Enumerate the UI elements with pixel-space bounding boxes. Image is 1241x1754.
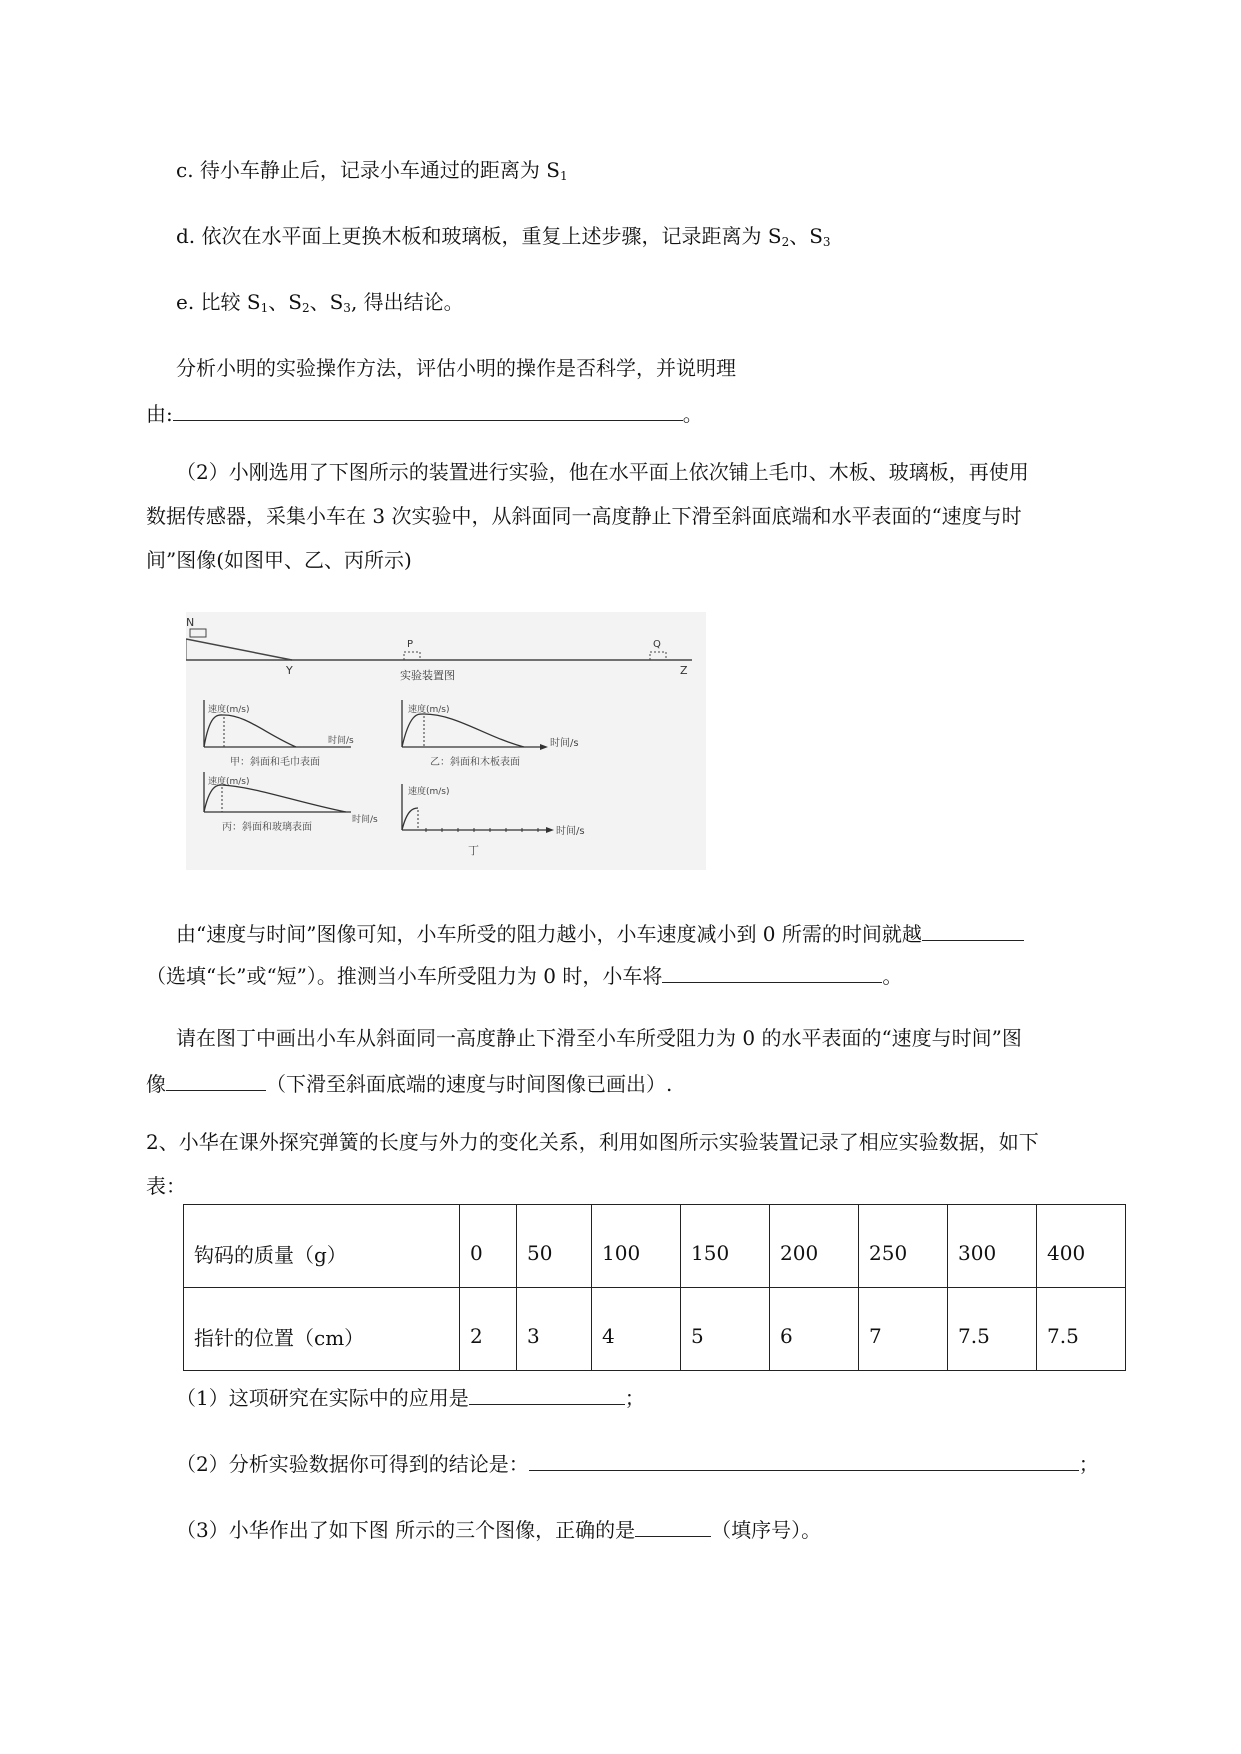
label-q: Q xyxy=(653,639,661,650)
analysis-prefix: 由: xyxy=(146,402,173,426)
subquestion-2-suffix: ； xyxy=(1078,1452,1099,1476)
graph-d-xlabel: 时间/s xyxy=(556,826,585,837)
graph-c-ylabel: 速度(m/s) xyxy=(208,777,250,787)
drawing-line-1: 请在图丁中画出小车从斜面同一高度静止下滑至小车所受阻力为 0 的水平表面的“速度与时间”图 xyxy=(176,1026,1022,1050)
part2-line-2: 数据传感器，采集小车在 3 次实验中，从斜面同一高度静止下滑至斜面底端和水平表面的“速度与时 xyxy=(146,504,1022,528)
conclusion-text-1: 由“速度与时间”图像可知，小车所受的阻力越小，小车速度减小到 0 所需的时间就越 xyxy=(176,922,922,946)
table-row xyxy=(184,1288,1126,1371)
answer-blank-conclusion[interactable] xyxy=(529,1448,1079,1471)
spring-data-table xyxy=(183,1204,1126,1371)
answer-blank-reason[interactable] xyxy=(173,398,683,421)
table-cell: 400 xyxy=(1037,1205,1126,1288)
graph-b-ylabel: 速度(m/s) xyxy=(408,705,450,715)
label-p: P xyxy=(407,639,414,650)
graph-c-caption: 丙：斜面和玻璃表面 xyxy=(222,822,312,833)
graph-a-ylabel: 速度(m/s) xyxy=(208,705,250,715)
step-d-mid: 、S xyxy=(789,224,823,248)
step-c-sub: 1 xyxy=(559,169,568,183)
answer-blank-graph[interactable] xyxy=(166,1068,266,1091)
subquestion-3-suffix: （填序号）。 xyxy=(711,1518,822,1542)
experiment-figure xyxy=(186,612,706,870)
label-y: Y xyxy=(286,664,293,677)
step-e xyxy=(176,288,464,322)
table-cell: 100 xyxy=(592,1205,681,1288)
drawing-prefix: 像 xyxy=(146,1072,166,1096)
step-c xyxy=(176,156,568,190)
table-cell: 300 xyxy=(948,1205,1037,1288)
graph-a-xlabel: 时间/s xyxy=(328,736,354,746)
subquestion-2 xyxy=(176,1448,1099,1478)
step-e-sub-2: 2 xyxy=(301,301,310,315)
step-e-mid-2: 、S xyxy=(309,290,344,314)
drawing-line-2 xyxy=(146,1068,672,1098)
analysis-suffix: 。 xyxy=(682,402,703,426)
step-c-text: c. 待小车静止后，记录小车通过的距离为 S xyxy=(176,158,560,182)
graph-d-caption: 丁 xyxy=(468,844,479,857)
answer-blank-time[interactable] xyxy=(922,918,1024,941)
step-d-sub-2: 3 xyxy=(822,235,831,249)
conclusion-line-2 xyxy=(146,960,902,990)
step-d-text: d. 依次在水平面上更换木板和玻璃板，重复上述步骤，记录距离为 S xyxy=(176,224,782,248)
apparatus-caption: 实验装置图 xyxy=(400,669,455,682)
step-d-sub-1: 2 xyxy=(781,235,790,249)
label-z: Z xyxy=(680,664,688,677)
table-cell: 3 xyxy=(517,1288,592,1371)
step-e-post: , 得出结论。 xyxy=(350,290,464,314)
table-cell: 5 xyxy=(681,1288,770,1371)
subquestion-1 xyxy=(176,1382,645,1412)
table-cell: 7.5 xyxy=(948,1288,1037,1371)
graph-a-caption: 甲：斜面和毛巾表面 xyxy=(230,757,320,768)
table-cell: 6 xyxy=(770,1288,859,1371)
table-cell: 200 xyxy=(770,1205,859,1288)
graph-b-xlabel: 时间/s xyxy=(550,738,579,749)
table-cell: 150 xyxy=(681,1205,770,1288)
q2-line-2: 表： xyxy=(146,1174,186,1198)
drawing-suffix: （下滑至斜面底端的速度与时间图像已画出）. xyxy=(266,1072,673,1096)
table-cell: 7.5 xyxy=(1037,1288,1126,1371)
label-n: N xyxy=(186,616,195,629)
table-cell: 50 xyxy=(517,1205,592,1288)
graph-c-xlabel: 时间/s xyxy=(352,815,378,825)
part2-line-1: （2）小刚选用了下图所示的装置进行实验，他在水平面上依次铺上毛巾、木板、玻璃板，再使用 xyxy=(176,460,1029,484)
subquestion-1-text: （1）这项研究在实际中的应用是 xyxy=(176,1386,469,1410)
answer-blank-graph-choice[interactable] xyxy=(635,1514,711,1537)
table-cell: 250 xyxy=(859,1205,948,1288)
part2-line-3: 间”图像(如图甲、乙、丙所示) xyxy=(146,548,412,572)
step-e-mid-1: 、S xyxy=(268,290,302,314)
analysis-line-2 xyxy=(146,398,703,428)
subquestion-3 xyxy=(176,1514,821,1544)
step-d xyxy=(176,222,831,256)
table-header-cell: 钩码的质量（g） xyxy=(184,1205,460,1288)
analysis-line-1: 分析小明的实验操作方法，评估小明的操作是否科学，并说明理 xyxy=(176,356,736,380)
conclusion-line-1 xyxy=(176,918,1024,948)
subquestion-1-suffix: ； xyxy=(624,1386,645,1410)
q2-line-1: 2、小华在课外探究弹簧的长度与外力的变化关系，利用如图所示实验装置记录了相应实验数据，如下 xyxy=(146,1130,1039,1154)
graph-b-caption: 乙：斜面和木板表面 xyxy=(430,757,520,768)
answer-blank-application[interactable] xyxy=(469,1382,625,1405)
answer-blank-motion[interactable] xyxy=(662,960,882,983)
step-e-sub-1: 1 xyxy=(260,301,269,315)
table-cell: 2 xyxy=(460,1288,517,1371)
step-e-sub-3: 3 xyxy=(343,301,351,315)
table-cell: 7 xyxy=(859,1288,948,1371)
conclusion-text-2: （选填“长”或“短”）。推测当小车所受阻力为 0 时，小车将 xyxy=(146,964,663,988)
graph-d-ylabel: 速度(m/s) xyxy=(408,787,450,797)
step-e-text: e. 比较 S xyxy=(176,290,261,314)
table-cell: 0 xyxy=(460,1205,517,1288)
subquestion-2-text: （2）分析实验数据你可得到的结论是： xyxy=(176,1452,529,1476)
table-row xyxy=(184,1205,1126,1288)
table-header-cell: 指针的位置（cm） xyxy=(184,1288,460,1371)
subquestion-3-text: （3）小华作出了如下图 所示的三个图像，正确的是 xyxy=(176,1518,636,1542)
table-cell: 4 xyxy=(592,1288,681,1371)
conclusion-suffix: 。 xyxy=(882,964,903,988)
